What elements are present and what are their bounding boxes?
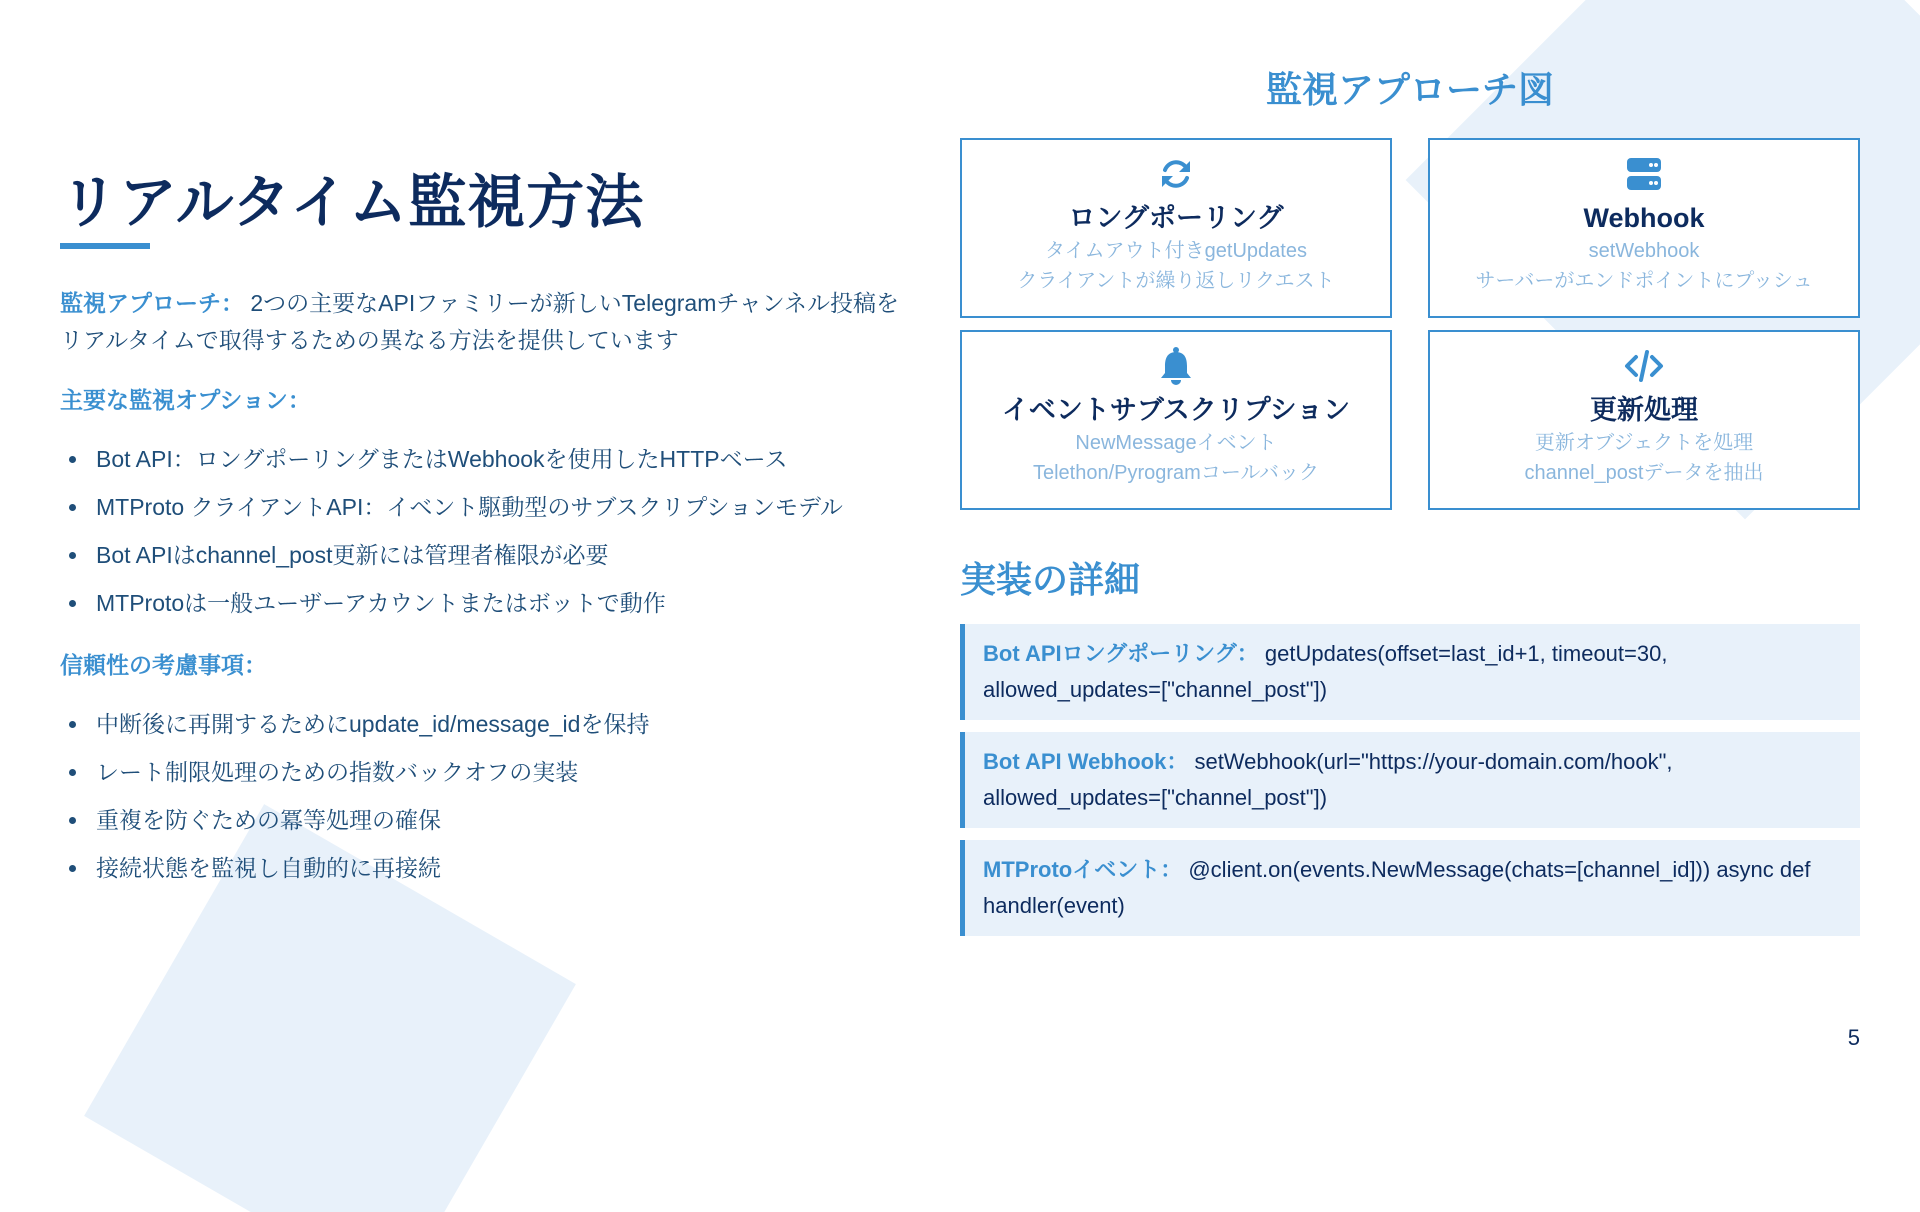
list-item: Bot API：ロングポーリングまたはWebhookを使用したHTTPベース	[60, 435, 843, 483]
card-line-2: Telethon/Pyrogramコールバック	[1032, 462, 1320, 484]
card-line-1: 更新オブジェクトを処理	[1534, 432, 1754, 454]
reliability-heading: 信頼性の考慮事項：	[60, 652, 267, 678]
slide-title: リアルタイム監視方法	[60, 170, 645, 235]
card-event-subscription	[960, 330, 1392, 510]
card-title: 更新処理	[1590, 395, 1698, 425]
implementation-code: setWebhook(url="https://your-domain.com/hook", allowed_updates=["channel_post"])	[983, 749, 1673, 810]
intro-text: 2つの主要なAPIファミリーが新しいTelegramチャンネル投稿をリアルタイムで取得するための異なる方法を提供しています	[60, 290, 900, 353]
list-item: 中断後に再開するためにupdate_id/message_idを保持	[60, 700, 649, 748]
page-number: 5	[1847, 1025, 1860, 1050]
bell-icon	[1156, 346, 1196, 386]
list-item: 重複を防ぐための冪等処理の確保	[60, 796, 649, 844]
implementation-item	[960, 840, 1860, 936]
implementation-label: Bot API Webhook：	[983, 749, 1189, 774]
server-icon	[1624, 154, 1664, 194]
card-long-polling	[960, 138, 1392, 318]
intro-paragraph	[60, 285, 920, 359]
implementation-heading: 実装の詳細	[960, 559, 1141, 600]
card-line-1: タイムアウト付きgetUpdates	[1045, 240, 1307, 262]
list-item: MTProto クライアントAPI：イベント駆動型のサブスクリプションモデル	[60, 483, 843, 531]
card-update-processing	[1428, 330, 1860, 510]
code-icon	[1624, 346, 1664, 386]
list-item: 接続状態を監視し自動的に再接続	[60, 844, 649, 892]
implementation-label: Bot APIロングポーリング：	[983, 641, 1259, 666]
diagram-title: 監視アプローチ図	[1265, 69, 1554, 110]
card-line-2: クライアントが繰り返しリクエスト	[1017, 270, 1335, 292]
implementation-item	[960, 624, 1860, 720]
implementation-code: @client.on(events.NewMessage(chats=[channel_id])) async def handler(event)	[983, 857, 1811, 918]
options-list	[60, 435, 843, 627]
list-item: MTProtoは一般ユーザーアカウントまたはボットで動作	[60, 579, 843, 627]
list-item: Bot APIはchannel_post更新には管理者権限が必要	[60, 531, 843, 579]
intro-label: 監視アプローチ：	[60, 290, 244, 316]
card-webhook	[1428, 138, 1860, 318]
card-title: ロングポーリング	[1068, 203, 1284, 233]
card-line-1: NewMessageイベント	[1075, 432, 1277, 454]
options-heading: 主要な監視オプション：	[60, 387, 311, 413]
implementation-label: MTProtoイベント：	[983, 857, 1183, 882]
card-title: Webhook	[1583, 203, 1705, 233]
card-line-1: setWebhook	[1588, 240, 1700, 262]
implementation-code: getUpdates(offset=last_id+1, timeout=30, allowed_updates=["channel_post"])	[983, 641, 1668, 702]
list-item: レート制限処理のための指数バックオフの実装	[60, 748, 649, 796]
refresh-icon	[1156, 154, 1196, 194]
reliability-list	[60, 700, 649, 892]
card-title: イベントサブスクリプション	[1001, 395, 1351, 425]
card-line-2: channel_postデータを抽出	[1524, 462, 1764, 484]
title-underline	[60, 243, 150, 249]
implementation-item	[960, 732, 1860, 828]
card-line-2: サーバーがエンドポイントにプッシュ	[1475, 270, 1813, 292]
